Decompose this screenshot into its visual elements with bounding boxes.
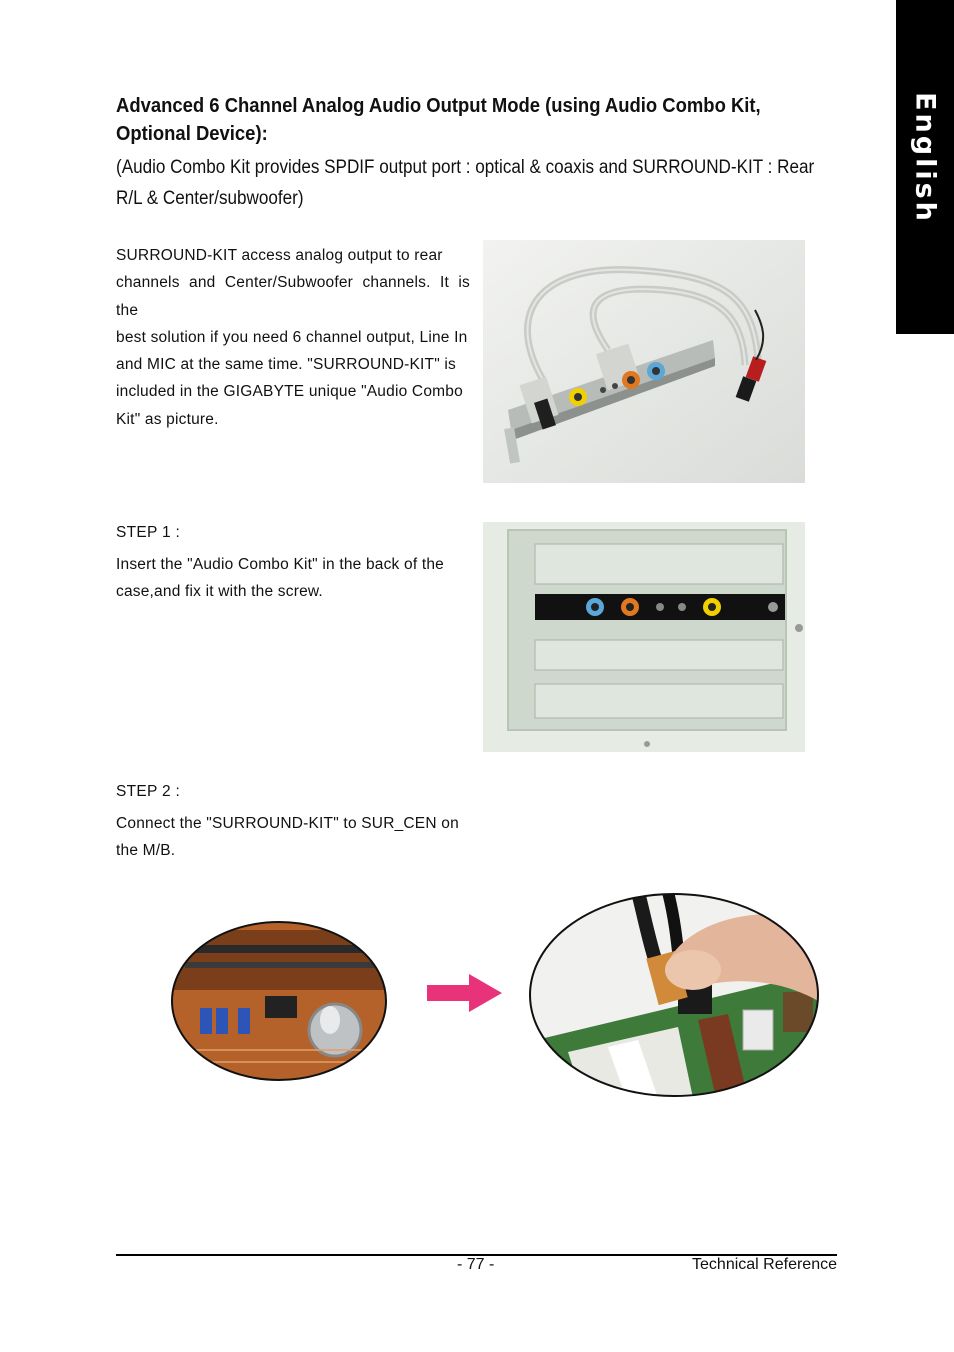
intro-paragraph: [116, 242, 470, 433]
section-title: Advanced 6 Channel Analog Audio Output Mode (using Audio Combo Kit, Optional Device):: [116, 94, 761, 145]
step1-text: [116, 551, 470, 606]
page-number: - 77 -: [457, 1256, 495, 1273]
case-installation-photo: [483, 522, 805, 752]
right-arrow-icon: [427, 974, 503, 1012]
section-subtitle: (Audio Combo Kit provides SPDIF output port : optical & coaxis and SURROUND-KIT : Rear R/L & Center/subwoofer): [116, 157, 815, 209]
step2-line: the M/B.: [116, 842, 176, 860]
intro-line: included in the GIGABYTE unique "Audio Combo: [116, 383, 463, 401]
step2-text: [116, 810, 470, 865]
intro-line: channels and Center/Subwoofer channels. It is the: [116, 274, 470, 319]
connecting-cable-photo: [528, 892, 820, 1098]
intro-line: Kit" as picture.: [116, 410, 219, 428]
step2-line: Connect the "SURROUND-KIT" to SUR_CEN on: [116, 815, 459, 832]
step1-line: Insert the "Audio Combo Kit" in the back of the: [116, 556, 444, 573]
step1-heading: STEP 1 :: [116, 524, 181, 541]
footer-section-name: Technical Reference: [692, 1256, 837, 1273]
intro-line: best solution if you need 6 channel output, Line In: [116, 328, 468, 346]
step1-line: case,and fix it with the screw.: [116, 583, 323, 601]
motherboard-header-photo: [170, 920, 388, 1082]
language-tab-label: English: [909, 92, 941, 224]
language-tab: [896, 0, 954, 334]
intro-line: SURROUND-KIT access analog output to rear: [116, 247, 443, 264]
intro-line: and MIC at the same time. "SURROUND-KIT" is: [116, 356, 457, 374]
audio-combo-kit-photo: [483, 240, 805, 483]
step2-heading: STEP 2 :: [116, 783, 181, 800]
